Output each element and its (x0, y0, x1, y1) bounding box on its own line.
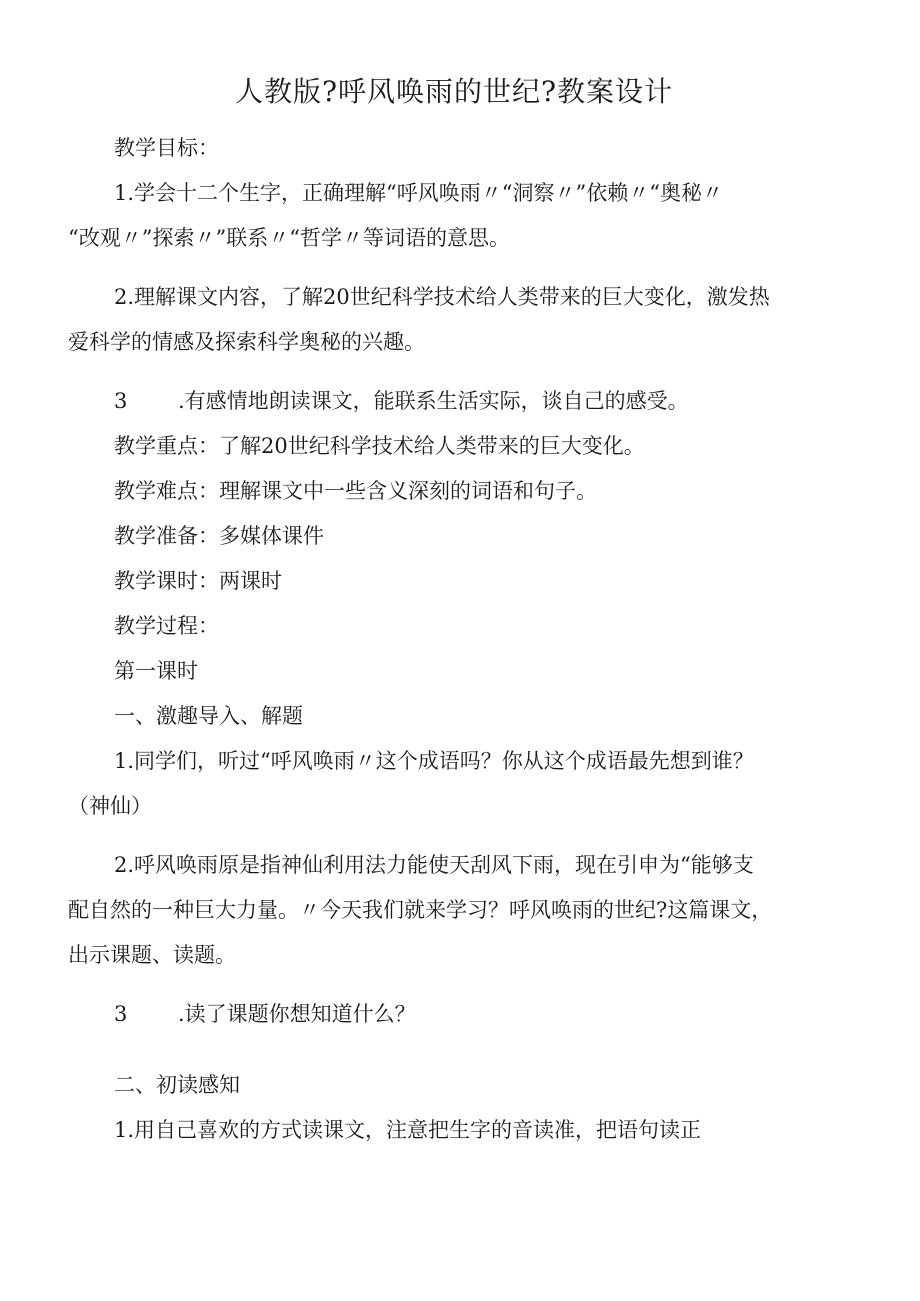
section-1-item-2 (68, 843, 840, 978)
objective-1-number: 1 (114, 181, 128, 205)
s1-item-2-line2: 配自然的一种巨大力量。〃今天我们就来学习？呼风唤雨的世纪?这篇课文， (68, 898, 773, 922)
objective-2-line1: .理解课文内容，了解20世纪科学技术给人类带来的巨大变化，激发热 (127, 285, 770, 309)
s1-item-1-line1: .同学们，听过“呼风唤雨〃这个成语吗？你从这个成语最先想到谁？ (127, 749, 754, 773)
objective-1-line1: .学会十二个生字，正确理解“呼风唤雨〃“洞察〃”依赖〃“奥秘〃 (127, 181, 723, 205)
section-1-item-1 (68, 739, 840, 829)
s2-item-1-number: 1 (114, 1118, 128, 1142)
objective-2-line2: 爱科学的情感及探索科学奥秘的兴趣。 (68, 330, 425, 354)
s1-item-2-line3: 出示课题、读题。 (68, 943, 236, 967)
objective-3-number: 3 (114, 389, 128, 413)
objective-2-number: 2 (114, 285, 128, 309)
lesson-hours: 教学课时：两课时 (114, 569, 282, 593)
objectives-heading: 教学目标： (114, 136, 219, 160)
s1-item-2-line1: .呼风唤雨原是指神仙利用法力能使天刮风下雨，现在引申为“能够支 (127, 853, 754, 877)
first-lesson: 第一课时 (114, 659, 198, 683)
section-1-item-3 (68, 992, 840, 1037)
section-1-heading: 一、激趣导入、解题 (114, 704, 303, 728)
objective-3-text: .有感情地朗读课文，能联系生活实际，谈自己的感受。 (178, 389, 689, 413)
s1-item-1-line2: （神仙） (68, 794, 152, 818)
objective-1 (68, 171, 840, 261)
process-heading: 教学过程： (114, 614, 219, 638)
s1-item-3-text: .读了课题你想知道什么？ (178, 1002, 416, 1026)
difficulty: 教学难点：理解课文中一些含义深刻的词语和句子。 (114, 479, 597, 503)
s1-item-1-number: 1 (114, 749, 128, 773)
s2-item-1-text: .用自己喜欢的方式读课文，注意把生字的音读准，把语句读正 (127, 1118, 702, 1142)
objective-1-line2: “改观〃”探索〃”联系〃“哲学〃等词语的意思。 (68, 226, 510, 250)
section-2-heading: 二、初读感知 (114, 1073, 240, 1097)
objective-2 (68, 275, 840, 365)
key-point: 教学重点：了解20世纪科学技术给人类带来的巨大变化。 (114, 434, 645, 458)
preparation: 教学准备：多媒体课件 (114, 524, 324, 548)
objective-3 (68, 379, 840, 424)
s1-item-2-number: 2 (114, 853, 128, 877)
s1-item-3-number: 3 (114, 1002, 128, 1026)
section-2-item-1 (68, 1108, 840, 1153)
document-title: 人教版?呼风唤雨的世纪?教案设计 (234, 75, 674, 108)
